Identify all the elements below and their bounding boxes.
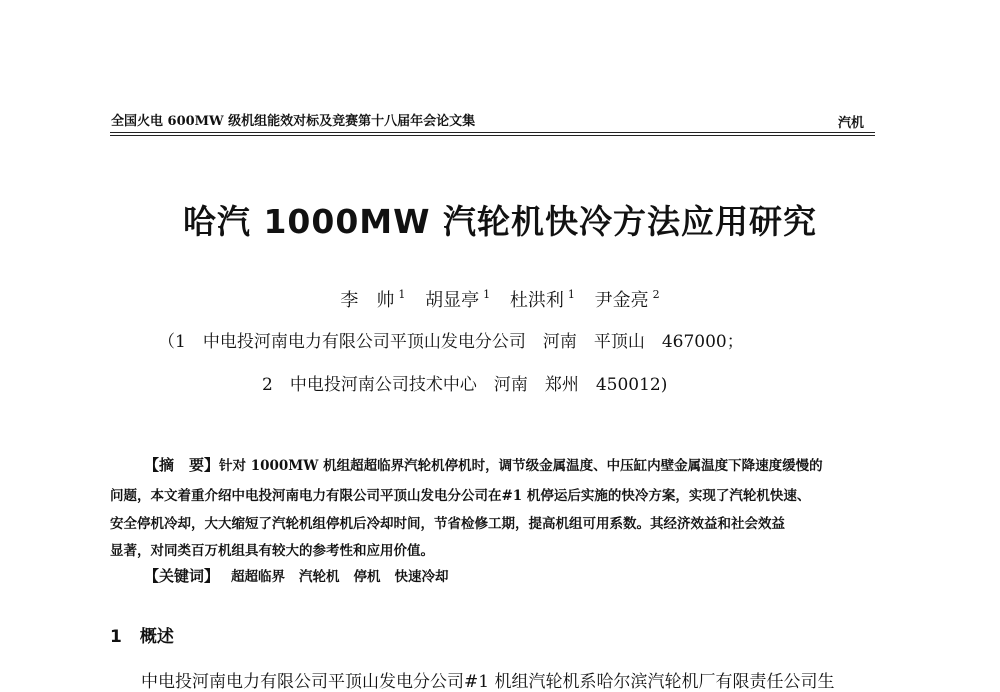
running-header-right: 汽机 [838,116,865,131]
author-affiliation-mark: 1 [483,288,491,301]
author: 李 帅 $^1$ [340,288,406,311]
body-paragraph-line: 中电投河南电力有限公司平顶山发电分公司#1 机组汽轮机系哈尔滨汽轮机厂有限责任公司生 [141,672,835,692]
abstract-line: 【摘 要】针对 1000MW 机组超超临界汽轮机停机时，调节级金属温度、中压缸内壁金属温度下降速度缓慢的 [144,456,823,474]
author-list [0,286,1000,312]
author-affiliation-mark: 1 [398,288,406,301]
keywords-line [144,565,914,586]
keyword: 停机 [353,569,381,585]
abstract-line: 问题，本文着重介绍中电投河南电力有限公司平顶山发电分公司在#1 机停运后实施的快冷方案，实现了汽轮机快速、 [110,488,811,504]
header-rule-top [110,132,875,133]
author: 尹金亮 $^2$ [594,288,660,311]
affiliation-2: 2 中电投河南公司技术中心 河南 郑州 450012) [262,375,668,395]
abstract-label: 【摘 要】 [144,456,220,474]
author-affiliation-mark: 2 [652,288,660,301]
author: 杜洪利 $^1$ [509,288,575,311]
keyword: 快速冷却 [394,569,449,585]
paper-title: 哈汽 1000MW 汽轮机快冷方法应用研究 [182,202,818,241]
section-title: 概述 [139,627,174,647]
abstract-line: 安全停机冷却，大大缩短了汽轮机组停机后冷却时间，节省检修工期，提高机组可用系数。其经济效益和社会效益 [110,516,785,532]
running-header-left: 全国火电 600MW 级机组能效对标及竞赛第十八届年会论文集 [111,114,476,129]
author-affiliation-mark: 1 [567,288,575,301]
keyword: 超超临界 [231,569,286,585]
author: 胡显亭 $^1$ [425,288,491,311]
section-number: 1 [110,627,122,647]
abstract-line: 显著，对同类百万机组具有较大的参考性和应用价值。 [110,543,434,559]
keywords-label: 【关键词】 [144,567,220,585]
affiliation-1: （1 中电投河南电力有限公司平顶山发电分公司 河南 平顶山 467000； [158,332,744,352]
header-rule-bottom [110,135,875,136]
keyword: 汽轮机 [299,569,340,585]
section-heading [110,622,174,647]
